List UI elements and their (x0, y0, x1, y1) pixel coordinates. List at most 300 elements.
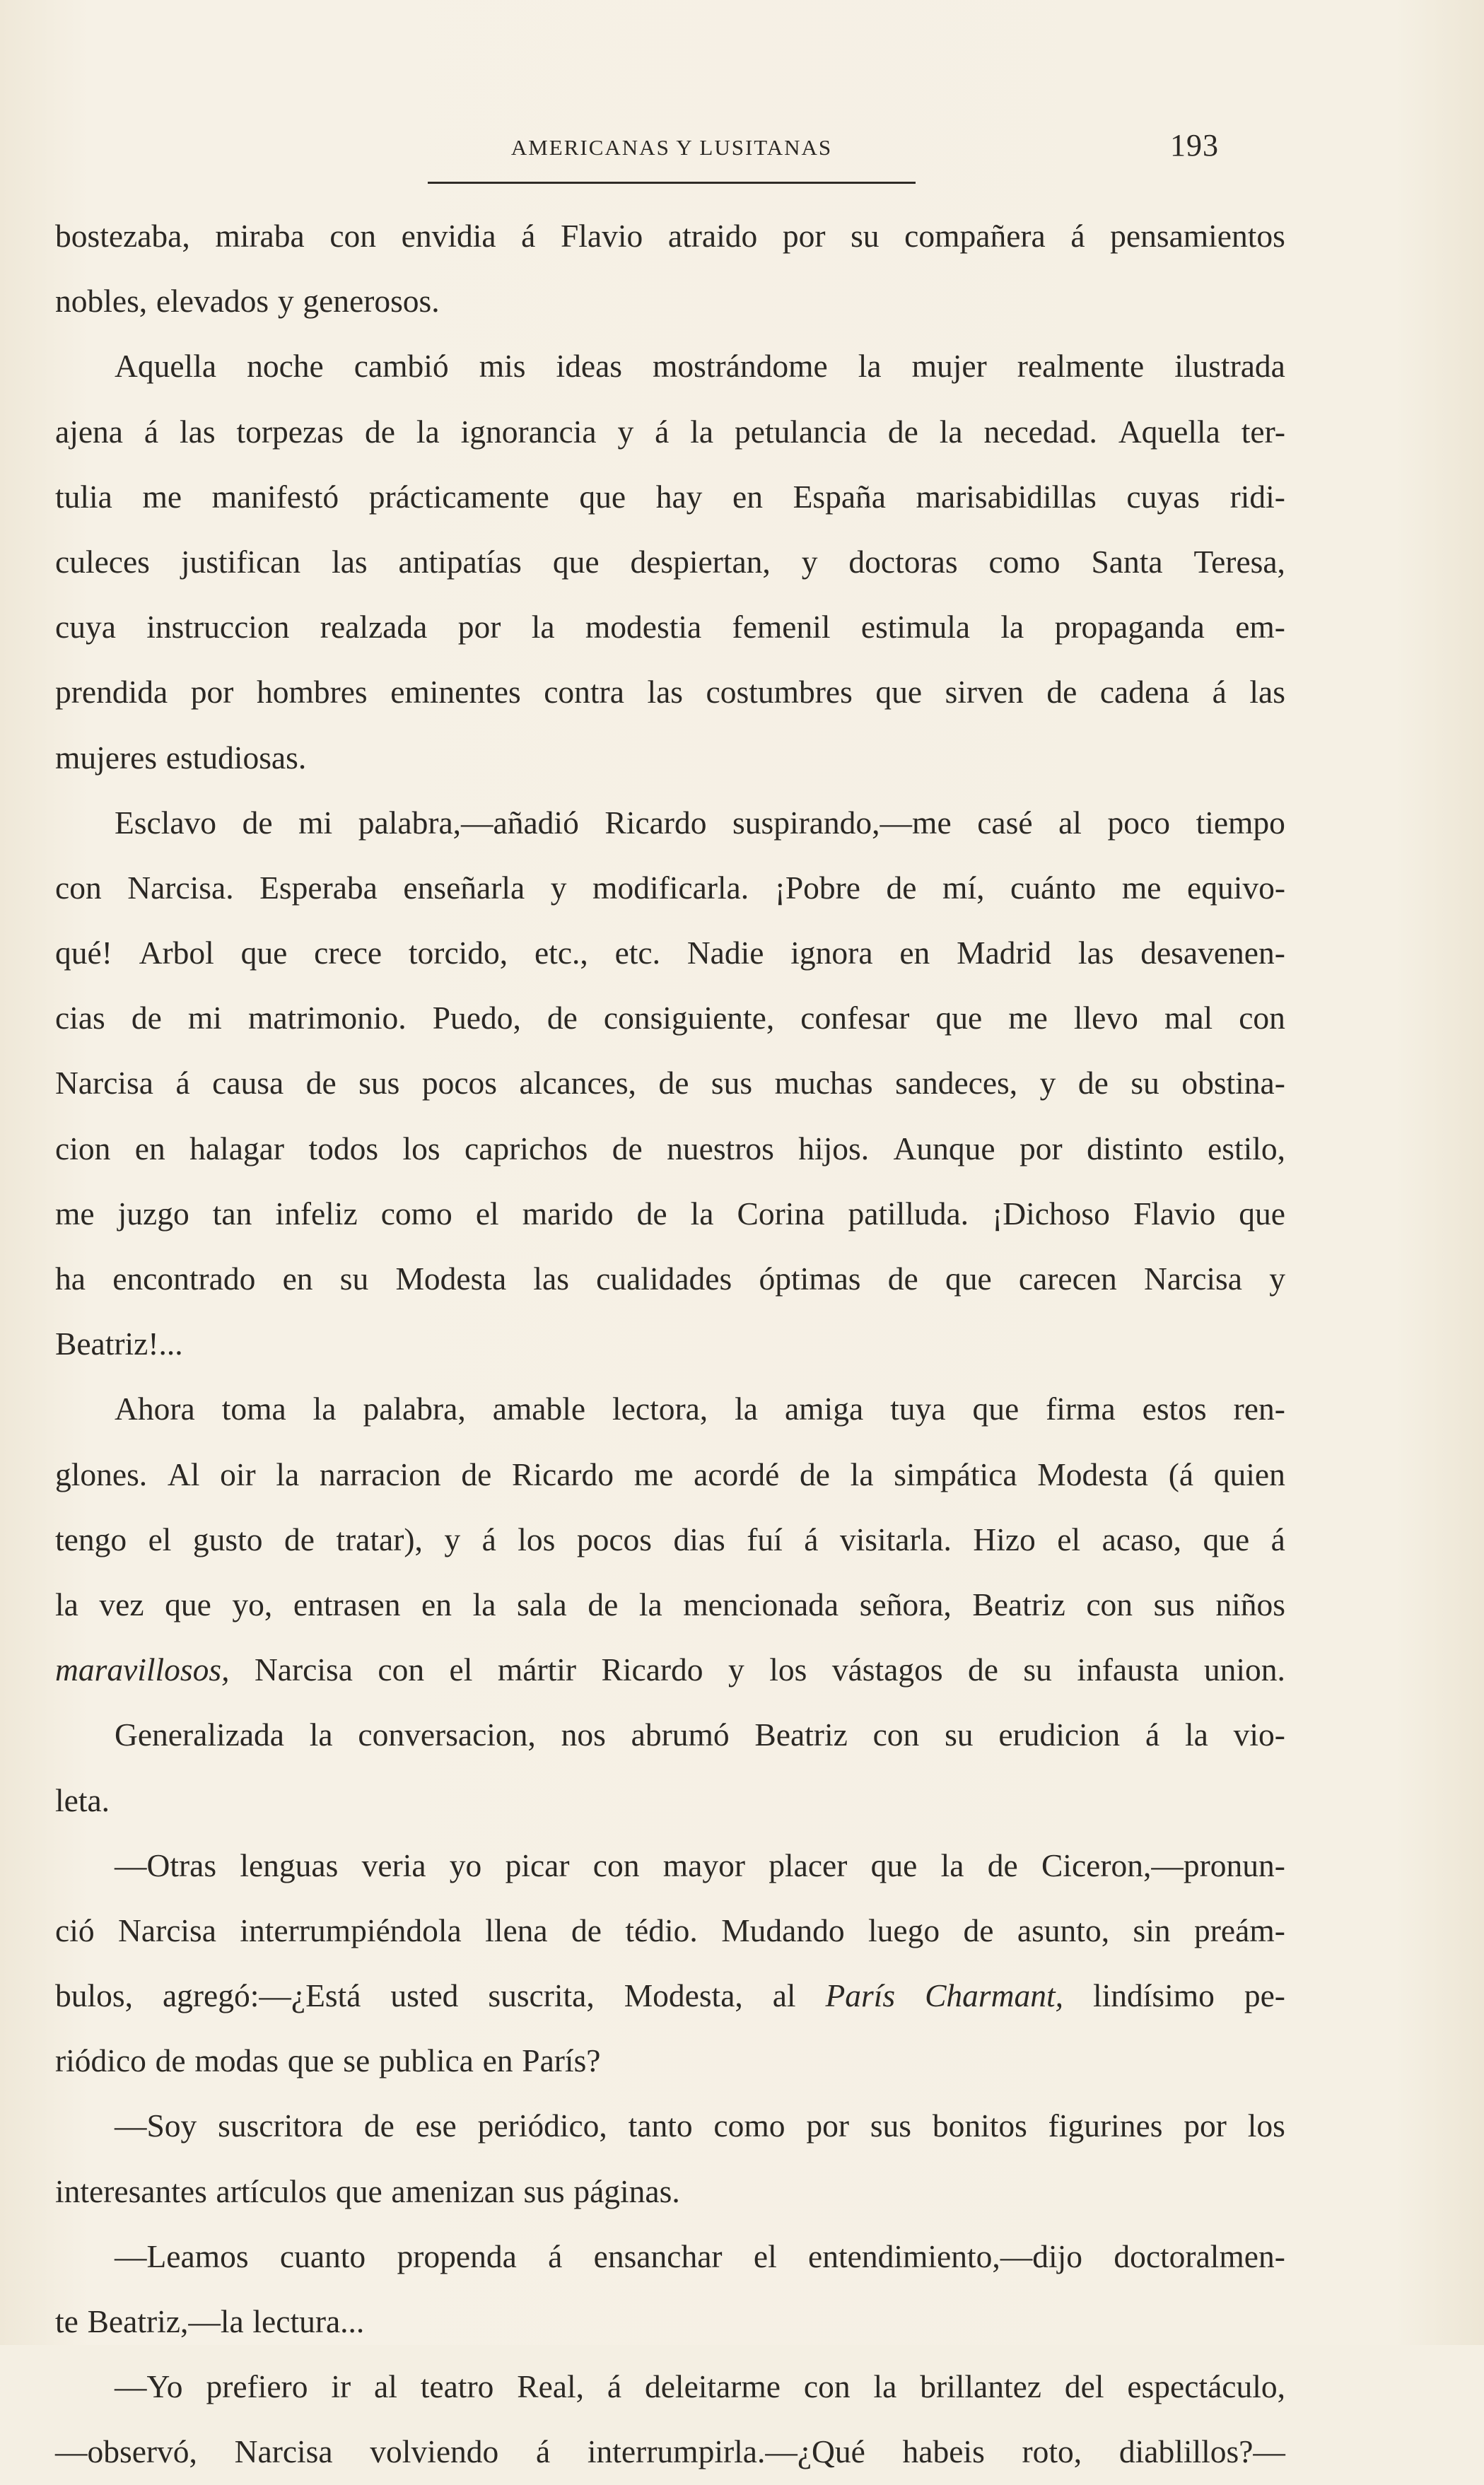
word: habeis (902, 2433, 985, 2470)
word: sus (711, 1065, 753, 1101)
text-line (55, 1833, 1285, 1898)
word: Corina (737, 1195, 825, 1232)
word: con (1086, 1586, 1133, 1622)
word: vio- (1233, 1717, 1285, 1753)
word: sus (523, 2173, 565, 2209)
word: luego (868, 1912, 940, 1948)
word: pe- (1244, 1977, 1285, 2014)
word: envidia (401, 218, 496, 254)
word: sus (870, 2107, 911, 2144)
text-line (55, 2093, 1285, 2158)
word: cuyas (1126, 478, 1200, 515)
word: en (482, 2042, 513, 2079)
word: instruccion (146, 609, 290, 645)
word: París? (522, 2042, 601, 2079)
text-line (55, 1376, 1285, 1442)
word: con (803, 2368, 851, 2405)
word: y (728, 1651, 744, 1688)
word: vástagos (831, 1651, 943, 1688)
word: cuya (55, 609, 116, 645)
word: Ahora (115, 1391, 195, 1427)
word: páginas. (573, 2173, 680, 2209)
word: de (658, 1065, 689, 1101)
word: sandeces, (895, 1065, 1018, 1101)
word: yo (449, 1847, 482, 1883)
word: caprichos (465, 1130, 588, 1167)
text-line (55, 1963, 1285, 2028)
word: artículos (216, 2173, 327, 2209)
word: que (935, 1000, 983, 1036)
word: la (309, 1717, 333, 1753)
word: mujeres (55, 739, 158, 776)
word: conversacion, (358, 1717, 536, 1753)
word: por (1184, 2107, 1227, 2144)
word: palabra,—añadió (358, 804, 579, 841)
word: bonitos (932, 2107, 1027, 2144)
word: bostezaba, (55, 218, 190, 254)
word: me (633, 1456, 674, 1492)
word: pensamientos (1110, 218, 1285, 254)
word: riódico (55, 2042, 146, 2079)
word: placer (769, 1847, 848, 1883)
word: lectura... (252, 2303, 365, 2339)
word: etc. (614, 935, 661, 971)
word: torcido, (408, 935, 508, 971)
word: abrumó (631, 1717, 730, 1753)
word: el (148, 1521, 172, 1557)
word: modificarla. (592, 869, 749, 906)
word: ¡Dichoso (992, 1195, 1110, 1232)
word: á (535, 2433, 551, 2470)
word: y (277, 283, 294, 320)
word: mártir (497, 1651, 577, 1688)
word: muchas (774, 1065, 873, 1101)
word: ensanchar (593, 2238, 723, 2274)
word: su (1023, 1651, 1052, 1688)
word: mayor (662, 1847, 745, 1883)
word: firma (1046, 1391, 1116, 1427)
word: Generalizada (115, 1717, 284, 1753)
word: de (547, 1000, 578, 1036)
word: causa (212, 1065, 284, 1101)
word: Flavio (560, 218, 643, 254)
word: interesantes (55, 2173, 207, 2209)
word: con (378, 1651, 425, 1688)
word: Nadie (687, 935, 764, 971)
word: de (887, 1261, 918, 1297)
word: mostrándome (653, 348, 828, 385)
page-header (0, 124, 1484, 187)
word: óptimas (759, 1261, 861, 1297)
word: el (475, 1195, 499, 1232)
word: las (647, 674, 683, 711)
word: Narcisa (234, 2433, 333, 2470)
word: estos (1142, 1391, 1207, 1427)
word: veria (361, 1847, 426, 1883)
word: ilustrada (1174, 348, 1285, 385)
text-line (55, 1246, 1285, 1311)
word: figurines (1048, 2107, 1163, 2144)
word: toma (221, 1391, 286, 1427)
word: ideas (556, 348, 622, 385)
word: de (155, 2042, 186, 2079)
word: Santa (1091, 543, 1163, 580)
word: que (1239, 1195, 1285, 1232)
word: halagar (189, 1130, 285, 1167)
word: con (55, 869, 102, 906)
word: (á (1168, 1456, 1194, 1492)
word: Ricardo (512, 1456, 614, 1492)
text-line (55, 595, 1285, 660)
word: modestia (585, 609, 702, 645)
word: á (804, 1521, 819, 1557)
word: la (638, 1586, 662, 1622)
word: por (457, 609, 501, 645)
word: de (887, 413, 918, 450)
word: á (607, 2368, 622, 2405)
word: Al (167, 1456, 200, 1492)
word: realzada (320, 609, 428, 645)
word: que (972, 1391, 1019, 1427)
word: que (870, 1847, 918, 1883)
word: lectora, (612, 1391, 708, 1427)
word: marido (522, 1195, 614, 1232)
word: de (963, 1912, 994, 1948)
word: qué! (55, 935, 112, 971)
word: prácticamente (368, 478, 549, 515)
word: su (851, 218, 880, 254)
word: —Otras (115, 1847, 217, 1883)
word: como (988, 543, 1061, 580)
word: me (1008, 1000, 1048, 1036)
word: suscritora (218, 2107, 344, 2144)
word: bulos, (55, 1977, 133, 2014)
word: generosos. (303, 283, 440, 320)
word: Beatriz!... (55, 1326, 183, 1362)
word: erudicion (998, 1717, 1121, 1753)
word: Modesta (1037, 1456, 1148, 1492)
word: periódico, (477, 2107, 607, 2144)
word: llena (485, 1912, 548, 1948)
word: á (1270, 1521, 1285, 1557)
word: brillantez (920, 2368, 1042, 2405)
word: Esperaba (259, 869, 378, 906)
word: Narcisa (55, 1065, 153, 1101)
text-line (55, 1311, 1285, 1376)
word: infeliz (275, 1195, 358, 1232)
word: tengo (55, 1521, 127, 1557)
word: interrumpiéndola (240, 1912, 462, 1948)
text-line (55, 399, 1285, 464)
word: ter- (1241, 413, 1285, 450)
word: á (655, 413, 670, 450)
word: entrasen (293, 1586, 401, 1622)
word: glones. (55, 1456, 148, 1492)
word: Arbol (139, 935, 214, 971)
word: en (732, 478, 763, 515)
word: señora, (859, 1586, 952, 1622)
word: estudiosas. (165, 739, 307, 776)
word: la (690, 1195, 714, 1232)
word: la (858, 348, 882, 385)
word: poco (1107, 804, 1170, 841)
italic-word: maravillosos, (55, 1651, 230, 1688)
word: mi (187, 1000, 222, 1036)
text-line (55, 855, 1285, 920)
word: obstina- (1181, 1065, 1285, 1101)
word: pocos (421, 1065, 497, 1101)
word: mí, (942, 869, 985, 906)
word: y (550, 869, 567, 906)
word: noche (247, 348, 324, 385)
word: ren- (1233, 1391, 1285, 1427)
word: sala (517, 1586, 567, 1622)
text-line (55, 1051, 1285, 1116)
word: costumbres (706, 674, 853, 711)
word: con (1239, 1000, 1285, 1036)
word: palabra, (363, 1391, 466, 1427)
word: —Yo (115, 2368, 183, 2405)
word: la (531, 609, 555, 645)
text-line (55, 269, 1285, 334)
word: y (444, 1521, 461, 1557)
word: la (690, 413, 714, 450)
text-line (55, 725, 1285, 790)
word: ridi- (1229, 478, 1285, 515)
word: propenda (397, 2238, 517, 2274)
word: y (1269, 1261, 1285, 1297)
word: desavenen- (1140, 935, 1285, 971)
word: que (335, 2173, 382, 2209)
word: cuánto (1010, 869, 1097, 906)
word: cion (55, 1130, 111, 1167)
word: por (806, 2107, 849, 2144)
word: cuanto (279, 2238, 366, 2274)
word: Aquella (1118, 413, 1220, 450)
word: despiertan, (630, 543, 771, 580)
text-line (55, 986, 1285, 1051)
word: que (240, 935, 288, 971)
word: á (144, 413, 159, 450)
word: á (521, 218, 536, 254)
word: em- (1235, 609, 1285, 645)
word: teatro (420, 2368, 494, 2405)
word: los (769, 1651, 807, 1688)
text-line (55, 2028, 1285, 2093)
word: hay (655, 478, 703, 515)
word: culeces (55, 543, 150, 580)
word: roto, (1022, 2433, 1082, 2470)
word: Narcisa (118, 1912, 216, 1948)
word: niños (1215, 1586, 1285, 1622)
word: elevados (156, 283, 269, 320)
word: picar (505, 1847, 570, 1883)
word: compañera (904, 218, 1046, 254)
word: de (461, 1456, 492, 1492)
word: infausta (1077, 1651, 1179, 1688)
word: de (571, 1912, 602, 1948)
word: la (735, 1391, 758, 1427)
word: cualidades (596, 1261, 732, 1297)
text-line (55, 1768, 1285, 1833)
text-line (55, 1898, 1285, 1963)
word: las (180, 413, 216, 450)
word: y (801, 543, 818, 580)
word: de (800, 1456, 830, 1492)
word: su (339, 1261, 369, 1297)
word: su (1130, 1065, 1159, 1101)
word: en (899, 935, 930, 971)
word: de (284, 1521, 315, 1557)
word: al (772, 1977, 796, 2014)
word: doctoras (848, 543, 958, 580)
word: en (421, 1586, 452, 1622)
text-line (55, 1181, 1285, 1246)
word: agregó:—¿Está (162, 1977, 361, 2014)
text-line (55, 2289, 1285, 2354)
italic-word: París (825, 1977, 896, 2014)
word: ignorancia (460, 413, 597, 450)
word: se (343, 2042, 370, 2079)
word: y (1039, 1065, 1056, 1101)
word: Esclavo (115, 804, 217, 841)
word: cadena (1099, 674, 1190, 711)
text-line (55, 1116, 1285, 1181)
word: equivo- (1187, 869, 1285, 906)
word: ció (55, 1912, 95, 1948)
word: por (1019, 1130, 1063, 1167)
word: como (380, 1195, 452, 1232)
word: de (364, 413, 395, 450)
word: publica (378, 2042, 474, 2079)
word: del (1064, 2368, 1104, 2405)
word: eminentes (390, 674, 521, 711)
word: tanto (628, 2107, 693, 2144)
word: ese (415, 2107, 457, 2144)
word: sirven (945, 674, 1024, 711)
word: nobles, (55, 283, 148, 320)
word: por (782, 218, 826, 254)
word: entendimiento,—dijo (808, 2238, 1082, 2274)
word: que (579, 478, 626, 515)
word: Beatriz (972, 1586, 1065, 1622)
text-line (55, 204, 1285, 269)
word: yo, (232, 1586, 273, 1622)
word: alcances, (519, 1065, 636, 1101)
word: juzgo (117, 1195, 189, 1232)
word: con (329, 218, 377, 254)
word: leta. (55, 1782, 110, 1818)
word: de (886, 869, 917, 906)
word: oir (220, 1456, 256, 1492)
word: de (968, 1651, 998, 1688)
word: confesar (800, 1000, 910, 1036)
word: de (612, 1130, 643, 1167)
word: encontrado (112, 1261, 256, 1297)
word: los (1247, 2107, 1285, 2144)
word: tiempo (1196, 804, 1285, 841)
word: amable (492, 1391, 586, 1427)
word: tan (212, 1195, 252, 1232)
word: de (987, 1847, 1018, 1883)
text-line (55, 2419, 1285, 2484)
word: realmente (1017, 348, 1145, 385)
text-line (55, 1572, 1285, 1637)
word: acaso, (1102, 1521, 1181, 1557)
word: tédio. (625, 1912, 698, 1948)
word: prefiero (206, 2368, 308, 2405)
word: cias (55, 1000, 105, 1036)
word: Narcisa (254, 1651, 353, 1688)
text-line (55, 2354, 1285, 2419)
word: —Soy (115, 2107, 197, 2144)
word: en (282, 1261, 313, 1297)
word: volviendo (370, 2433, 499, 2470)
page-number: 193 (1170, 128, 1219, 163)
word: que (287, 2042, 334, 2079)
word: que (945, 1261, 992, 1297)
word: de (636, 1195, 667, 1232)
word: usted (390, 1977, 459, 2014)
word: nuestros (667, 1130, 774, 1167)
word: simpática (894, 1456, 1017, 1492)
word: tuya (890, 1391, 946, 1427)
word: suscrita, (488, 1977, 595, 2014)
text-line (55, 920, 1285, 986)
word: el (753, 2238, 777, 2274)
word: hombres (256, 674, 368, 711)
word: á (1070, 218, 1085, 254)
word: á (548, 2238, 563, 2274)
text-line (55, 334, 1285, 399)
word: espectáculo, (1127, 2368, 1285, 2405)
word: al (374, 2368, 397, 2405)
word: nos (561, 1717, 606, 1753)
word: ha (55, 1261, 86, 1297)
word: y (617, 413, 634, 450)
text-line (55, 660, 1285, 725)
word: todos (308, 1130, 379, 1167)
word: femenil (732, 609, 831, 645)
word: distinto (1087, 1130, 1184, 1167)
word: union. (1203, 1651, 1285, 1688)
word: me (142, 478, 182, 515)
word: fuí (747, 1521, 783, 1557)
word: el (1057, 1521, 1081, 1557)
text-line (55, 1637, 1285, 1702)
word: Modesta, (624, 1977, 743, 2014)
word: en (134, 1130, 165, 1167)
word: te (55, 2303, 78, 2339)
word: Beatriz (754, 1717, 848, 1753)
word: á (1145, 1717, 1160, 1753)
word: sus (1153, 1586, 1195, 1622)
word: Hizo (973, 1521, 1036, 1557)
word: Puedo, (432, 1000, 521, 1036)
word: estimula (860, 609, 971, 645)
word: la (276, 1456, 300, 1492)
word: dias (673, 1521, 725, 1557)
word: acordé (694, 1456, 780, 1492)
word: Mudando (721, 1912, 845, 1948)
word: suspirando,—me (732, 804, 952, 841)
word: la (416, 413, 440, 450)
word: enseñarla (403, 869, 525, 906)
body-text (55, 204, 1285, 2485)
word: Narcisa. (127, 869, 234, 906)
word: la (939, 413, 963, 450)
text-line (55, 2224, 1285, 2289)
